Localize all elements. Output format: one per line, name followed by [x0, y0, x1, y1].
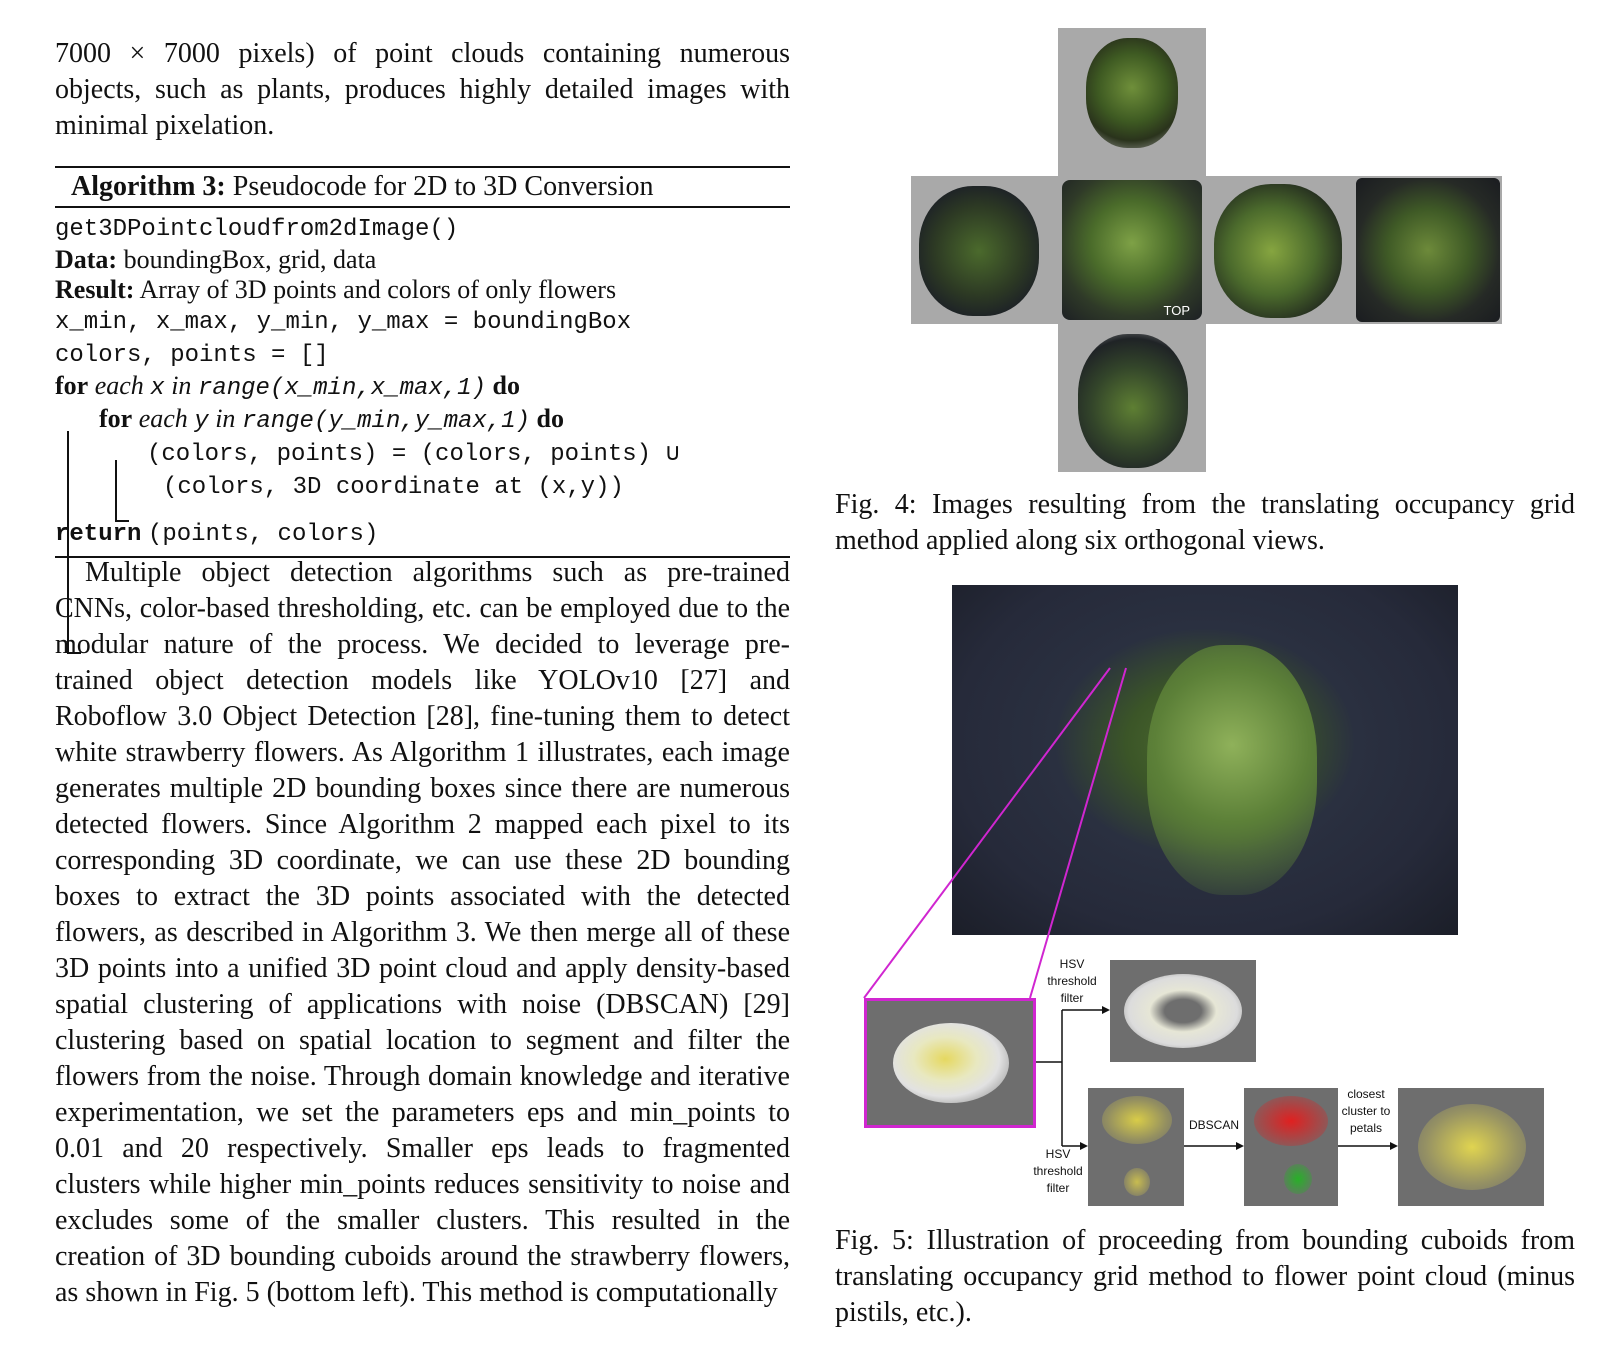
closest-cluster-cloud [1398, 1088, 1544, 1206]
union-code-2: (colors, 3D coordinate at (x,y)) [163, 474, 624, 501]
return-value: (points, colors) [147, 521, 379, 548]
point-cloud-blob [1124, 1168, 1150, 1196]
for-outer-each: each [94, 371, 144, 400]
fig4-caption: Fig. 4: Images resulting from the translating occupancy grid method applied along six orthogonal views. [835, 489, 1575, 556]
for-outer-range: range(x_min,x_max,1) [197, 375, 486, 402]
intro-paragraph: 7000 × 7000 pixels) of point clouds containing numerous objects, such as plants, produces highly detailed images with minimal pixelation. [55, 38, 790, 141]
for-outer-do: do [492, 371, 520, 400]
algorithm-data-label: Data: [55, 245, 118, 274]
for-inner-in: in [215, 404, 236, 433]
algorithm-title-text: Pseudocode for 2D to 3D Conversion [232, 171, 654, 202]
label-closest-cluster: closest cluster to petals [1341, 1087, 1391, 1135]
dbscan-cloud [1244, 1088, 1338, 1206]
point-cloud-blob [1418, 1104, 1526, 1190]
union-code-1: (colors, points) = (colors, points) ∪ [147, 441, 680, 468]
for-inner-var: y [194, 408, 209, 435]
return-keyword: return [55, 521, 142, 548]
for-outer-var: x [150, 375, 165, 402]
fig5-caption: Fig. 5: Illustration of proceeding from bounding cuboids from translating occupancy grid method to flower point cloud (minus pistils, etc.). [835, 1225, 1575, 1328]
algorithm-bounds-code: x_min, x_max, y_min, y_max = boundingBox [55, 309, 632, 336]
algorithm-result-label: Result: [55, 275, 135, 304]
label-hsv-top: HSV threshold filter [1047, 957, 1097, 1005]
for-inner-range: range(y_min,y_max,1) [241, 408, 530, 435]
algorithm-label: Algorithm 3: [71, 171, 226, 202]
for-inner-do: do [536, 404, 564, 433]
for-inner-keyword: for [99, 404, 133, 433]
yellow-cloud [1088, 1088, 1184, 1206]
for-outer-in: in [171, 371, 192, 400]
point-cloud-blob [1254, 1096, 1328, 1146]
point-cloud-blob [893, 1023, 1009, 1103]
body-paragraph: Multiple object detection algorithms such as pre-trained CNNs, color-based thresholding, etc. can be employed due to the modular nature of the process. We decided to leverage pre-trained object detection models like YOLOv10 [27] and Roboflow 3.0 Object Detection [28], fine-tuning them to detect white strawberry flowers. As Algorithm 1 illustrates, each image generates multiple 2D bounding boxes since there are numerous detected flowers. Since Algorithm 2 mapped each pixel to its corresponding 3D coordinate, we can use these 2D bounding boxes to extract the 3D points associated with the detected flowers, as described in Algorithm 3. We then merge all of these 3D points into a unified 3D point cloud and apply density-based spatial clustering of applications with noise (DBSCAN) [29] clustering based on spatial location to segment and filter the flowers from the noise. Through domain knowledge and iterative experimentation, we set the parameters eps and min_points to 0.01 and 20 respectively. Smaller eps leads to fragmented clusters while higher min_points reduces sensitivity to noise and excludes some of the smaller clusters. This resulted in the creation of 3D bounding cuboids around the strawberry flowers, as shown in Fig. 5 (bottom left). This method is computationally [55, 557, 790, 1308]
algorithm-init-code: colors, points = [] [55, 342, 329, 369]
for-inner-each: each [138, 404, 188, 433]
point-cloud-blob [1102, 1096, 1172, 1144]
point-cloud-blob [1124, 974, 1242, 1048]
algorithm-function-name: get3DPointcloudfrom2dImage() [55, 216, 459, 243]
bounding-cuboid-cloud [864, 998, 1036, 1128]
point-cloud-blob [1284, 1164, 1312, 1194]
algorithm-data-value: boundingBox, grid, data [123, 245, 377, 274]
for-outer-keyword: for [55, 371, 89, 400]
hsv-filtered-cloud [1110, 960, 1256, 1062]
algorithm-result-value: Array of 3D points and colors of only flowers [139, 275, 617, 304]
label-hsv-bottom: HSV threshold filter [1033, 1147, 1083, 1195]
label-dbscan: DBSCAN [1188, 1118, 1239, 1132]
top-label: TOP [1163, 303, 1190, 318]
